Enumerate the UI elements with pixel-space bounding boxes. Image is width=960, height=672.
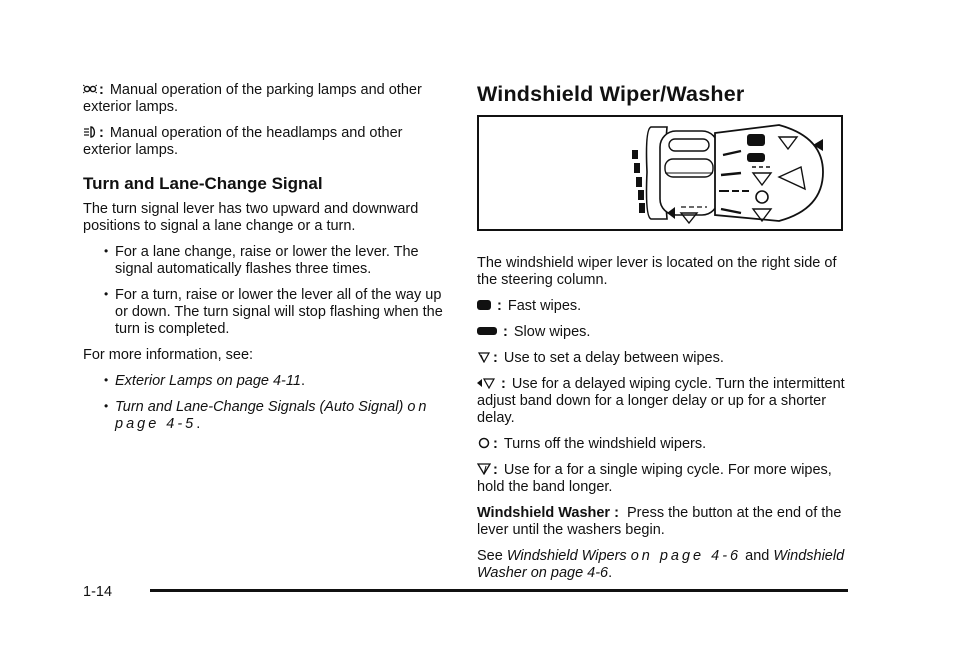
see-references: See Windshield Wipers on page 4-6 and Windshield Washer on page 4-6. xyxy=(477,548,845,581)
list-item: • For a turn, raise or lower the lever all of the way up or down. The turn signal will stop flashing when the turn is completed. xyxy=(83,287,443,338)
reference-exterior-lamps[interactable]: • Exterior Lamps on page 4-11. xyxy=(83,373,443,390)
list-item: • For a lane change, raise or lower the lever. The signal automatically flashes three times. xyxy=(83,244,443,278)
section-title: Windshield Wiper/Washer xyxy=(477,82,745,106)
turn-bullet-list xyxy=(83,244,443,338)
parking-lamp-icon xyxy=(83,83,97,95)
off-icon xyxy=(477,437,491,449)
single-wipe-item: : Use for a for a single wiping cycle. For more wipes, hold the band longer. xyxy=(477,462,832,495)
fast-wipe-icon xyxy=(477,299,491,311)
left-column xyxy=(83,82,443,442)
delayed-cycle-icon xyxy=(477,377,495,389)
mist-icon xyxy=(477,463,491,475)
delayed-cycle-item: : Use for a delayed wiping cycle. Turn the intermittent adjust band down for a longer delay or up for a shorter delay. xyxy=(477,376,845,426)
washer-item: Windshield Washer : Press the button at the end of the lever until the washers begin. xyxy=(477,505,842,538)
slow-wipe-icon xyxy=(477,325,497,337)
off-item: : Turns off the windshield wipers. xyxy=(477,436,847,453)
delay-icon xyxy=(477,351,491,363)
headlamps-paragraph: : Manual operation of the headlamps and other exterior lamps. xyxy=(83,125,403,158)
turn-intro: The turn signal lever has two upward and downward positions to signal a lane change or a turn. xyxy=(83,201,419,234)
right-column xyxy=(477,82,847,591)
turn-signal-heading: Turn and Lane-Change Signal xyxy=(83,174,323,193)
more-info: For more information, see: xyxy=(83,347,254,363)
wiper-lever-illustration xyxy=(477,115,843,231)
reference-wipers[interactable]: Windshield Wipers xyxy=(506,548,627,564)
reference-turn-signals[interactable]: • Turn and Lane-Change Signals (Auto Signal) on page 4-5. xyxy=(83,399,443,433)
parking-lamps-paragraph: : Manual operation of the parking lamps and other exterior lamps. xyxy=(83,82,422,115)
footer-rule xyxy=(150,589,848,592)
slow-wipes-item: : Slow wipes. xyxy=(477,324,847,341)
reference-washer[interactable]: Windshield Washer on page 4-6 xyxy=(477,548,845,581)
headlamp-icon xyxy=(83,126,97,138)
page-number: 1-14 xyxy=(83,584,113,600)
wiper-intro: The windshield wiper lever is located on the right side of the steering column. xyxy=(477,255,837,288)
delay-item: : Use to set a delay between wipes. xyxy=(477,350,847,367)
wiper-lever-drawing xyxy=(479,117,841,229)
fast-wipes-item: : Fast wipes. xyxy=(477,298,847,315)
reference-list xyxy=(83,373,443,433)
